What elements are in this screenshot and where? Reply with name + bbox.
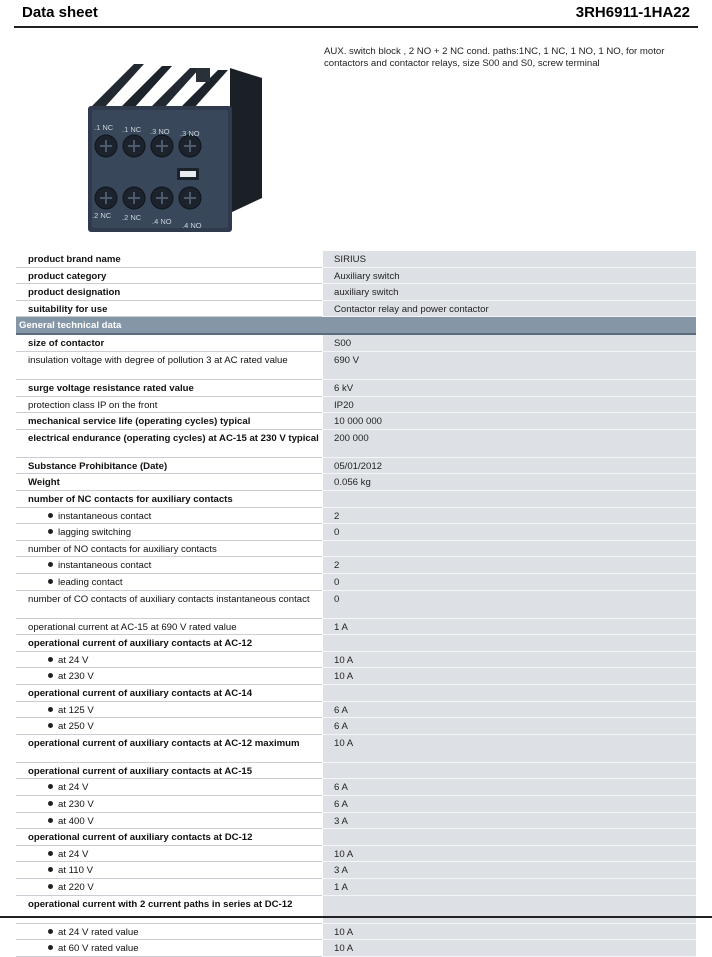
spec-row <box>16 796 696 813</box>
document-title: Data sheet <box>22 4 98 21</box>
spec-row <box>16 813 696 830</box>
spec-value-cell <box>323 474 696 491</box>
spec-row <box>16 284 696 301</box>
spec-label <box>28 494 320 505</box>
spec-value-cell <box>323 668 696 685</box>
spec-label-text: operational current of auxiliary contacts at AC-15 <box>28 765 253 777</box>
spec-value-cell <box>323 352 696 380</box>
spec-label <box>28 400 320 411</box>
spec-label-text: suitability for use <box>28 303 108 315</box>
header-divider <box>14 26 698 28</box>
spec-value: 3 A <box>334 865 348 877</box>
terminal-label-bottom-4: .4 NO <box>182 221 202 230</box>
spec-value-cell <box>323 702 696 719</box>
spec-label <box>48 865 340 876</box>
spec-label-text: at 110 V <box>58 865 94 877</box>
spec-label-text: instantaneous contact <box>58 560 152 572</box>
spec-value-cell <box>323 301 696 318</box>
spec-row <box>16 413 696 430</box>
spec-label-cell <box>16 735 322 763</box>
spec-value: Contactor relay and power contactor <box>334 303 489 315</box>
spec-label <box>28 688 320 699</box>
product-code: 3RH6911-1HA22 <box>575 4 690 21</box>
page-header <box>0 0 712 28</box>
spec-label-cell <box>16 491 322 508</box>
spec-row <box>16 702 696 719</box>
spec-value-cell <box>323 458 696 475</box>
spec-label-cell <box>16 284 322 301</box>
spec-value-cell <box>323 896 696 924</box>
spec-value: 0 <box>334 593 340 605</box>
spec-label-text: at 230 V <box>58 671 94 683</box>
spec-value-cell <box>323 779 696 796</box>
spec-label-cell <box>16 924 322 941</box>
spec-label <box>28 254 320 265</box>
spec-value: 10 000 000 <box>334 416 383 428</box>
spec-label-cell <box>16 813 322 830</box>
spec-value-cell <box>323 284 696 301</box>
spec-value-cell <box>323 862 696 879</box>
spec-label-text: at 250 V <box>58 721 94 733</box>
spec-value-cell <box>323 524 696 541</box>
spec-label-cell <box>16 380 322 397</box>
bullet-icon <box>48 579 53 584</box>
spec-row <box>16 635 696 652</box>
spec-value-cell <box>323 380 696 397</box>
spec-row <box>16 862 696 879</box>
spec-value-cell <box>323 685 696 702</box>
spec-label <box>28 304 320 315</box>
spec-value: 1 A <box>334 882 348 893</box>
spec-label-cell <box>16 474 322 491</box>
spec-value: 10 A <box>334 848 354 860</box>
spec-label <box>28 383 320 394</box>
bullet-icon <box>48 562 53 567</box>
spec-label-cell <box>16 896 322 924</box>
spec-row <box>16 685 696 702</box>
spec-value: 2 <box>334 560 340 572</box>
spec-row <box>16 268 696 285</box>
spec-value: S00 <box>334 338 352 350</box>
spec-value: 10 A <box>334 737 354 749</box>
spec-row <box>16 940 696 957</box>
bullet-icon <box>48 851 53 856</box>
spec-label-text: at 24 V <box>58 654 89 666</box>
spec-value: 6 A <box>334 799 348 810</box>
spec-value-cell <box>323 574 696 591</box>
spec-value: 1 A <box>334 621 348 633</box>
spec-value: 690 V <box>334 355 360 366</box>
spec-label-text: operational current at AC-15 at 690 V rated value <box>28 621 237 633</box>
spec-label <box>48 655 340 666</box>
spec-row <box>16 846 696 863</box>
spec-label-cell <box>16 335 322 352</box>
spec-row <box>16 879 696 896</box>
terminal-label-bottom-3: .4 NO <box>152 217 172 226</box>
spec-row <box>16 508 696 525</box>
spec-label-cell <box>16 541 322 558</box>
section-title: General technical data <box>19 320 122 332</box>
spec-value-cell <box>323 508 696 525</box>
spec-row <box>16 557 696 574</box>
spec-label <box>28 638 320 649</box>
spec-label-text: at 400 V <box>58 815 94 827</box>
spec-label-text: Weight <box>28 477 60 489</box>
bullet-icon <box>48 818 53 823</box>
spec-row <box>16 301 696 318</box>
spec-label-text: at 230 V <box>58 799 94 810</box>
terminal-label-bottom-2: .2 NC <box>122 213 142 222</box>
bullet-icon <box>48 673 53 678</box>
spec-label <box>48 577 340 588</box>
bullet-icon <box>48 945 53 950</box>
spec-label-text: protection class IP on the front <box>28 399 158 411</box>
spec-label-cell <box>16 796 322 813</box>
spec-value-cell <box>323 619 696 636</box>
spec-label <box>48 849 340 860</box>
spec-label-text: at 24 V <box>58 848 89 860</box>
spec-label-cell <box>16 430 322 458</box>
spec-label <box>28 461 320 472</box>
spec-label <box>28 594 320 605</box>
spec-label-text: at 24 V rated value <box>58 926 139 938</box>
spec-label-text: product brand name <box>28 254 121 265</box>
spec-label-text: size of contactor <box>28 338 105 350</box>
terminal-label-top-1: .1 NC <box>94 123 114 132</box>
bullet-icon <box>48 929 53 934</box>
product-description: AUX. switch block , 2 NO + 2 NC cond. paths:1NC, 1 NC, 1 NO, 1 NO, for motor contactors and contactor relays, size S00 and S0, screw terminal <box>324 46 665 69</box>
spec-value: 2 <box>334 510 340 522</box>
spec-value-cell <box>323 591 696 619</box>
spec-value: 6 A <box>334 721 348 733</box>
spec-label-cell <box>16 846 322 863</box>
spec-value-cell <box>323 879 696 896</box>
spec-label-text: mechanical service life (operating cycles) typical <box>28 416 251 428</box>
spec-label <box>48 943 340 954</box>
spec-label-text: at 60 V rated value <box>58 943 139 955</box>
spec-value-cell <box>323 846 696 863</box>
product-image <box>82 48 268 236</box>
spec-value: 6 A <box>334 704 348 716</box>
spec-label <box>48 560 340 571</box>
spec-value: SIRIUS <box>334 254 366 265</box>
spec-label-text: number of NO contacts for auxiliary contacts <box>28 543 217 555</box>
bullet-icon <box>48 657 53 662</box>
spec-label <box>48 721 340 732</box>
spec-value-cell <box>323 796 696 813</box>
spec-value-cell <box>323 735 696 763</box>
spec-label-cell <box>16 557 322 574</box>
bullet-icon <box>48 529 53 534</box>
spec-row <box>16 829 696 846</box>
spec-label <box>28 899 320 910</box>
spec-value-cell <box>323 430 696 458</box>
spec-value-cell <box>323 268 696 285</box>
spec-row <box>16 430 696 458</box>
spec-label-text: operational current of auxiliary contacts at AC-12 maximum <box>28 737 300 749</box>
spec-value-cell <box>323 763 696 780</box>
spec-label <box>48 671 340 682</box>
spec-row <box>16 619 696 636</box>
spec-label-text: leading contact <box>58 577 123 588</box>
spec-label-cell <box>16 352 322 380</box>
spec-value-cell <box>323 541 696 558</box>
spec-label <box>28 287 320 298</box>
spec-label-text: electrical endurance (operating cycles) at AC-15 at 230 V typical <box>28 432 319 444</box>
spec-label-cell <box>16 458 322 475</box>
spec-value-cell <box>323 251 696 268</box>
spec-label-text: at 125 V <box>58 704 94 716</box>
spec-label <box>28 738 320 749</box>
spec-row <box>16 591 696 619</box>
terminal-label-top-2: .1 NC <box>122 125 142 134</box>
spec-value-cell <box>323 557 696 574</box>
spec-row <box>16 574 696 591</box>
spec-row <box>16 335 696 352</box>
footer-divider <box>0 916 712 918</box>
spec-value: 0.056 kg <box>334 477 371 489</box>
spec-label-cell <box>16 524 322 541</box>
spec-label-cell <box>16 879 322 896</box>
spec-value: 05/01/2012 <box>334 460 383 472</box>
spec-value: auxiliary switch <box>334 287 399 299</box>
spec-row <box>16 718 696 735</box>
spec-row <box>16 779 696 796</box>
spec-value: 10 A <box>334 654 354 666</box>
spec-label <box>48 511 340 522</box>
spec-label-cell <box>16 668 322 685</box>
spec-label <box>48 782 340 793</box>
spec-row <box>16 668 696 685</box>
spec-value-cell <box>323 397 696 414</box>
spec-label-cell <box>16 413 322 430</box>
spec-label-text: Substance Prohibitance (Date) <box>28 460 168 472</box>
spec-label-text: operational current of auxiliary contacts at AC-12 <box>28 638 253 650</box>
spec-label <box>28 544 320 555</box>
spec-label-cell <box>16 940 322 957</box>
bullet-icon <box>48 784 53 789</box>
bullet-icon <box>48 707 53 712</box>
spec-row <box>16 541 696 558</box>
spec-label-cell <box>16 301 322 318</box>
bullet-icon <box>48 867 53 872</box>
spec-row <box>16 458 696 475</box>
spec-label <box>28 271 320 282</box>
spec-value-cell <box>323 652 696 669</box>
terminal-label-bottom-1: .2 NC <box>92 211 112 220</box>
spec-label-cell <box>16 702 322 719</box>
spec-row <box>16 352 696 380</box>
spec-label-text: number of CO contacts of auxiliary contacts instantaneous contact <box>28 593 310 605</box>
spec-value: 10 A <box>334 926 354 938</box>
spec-label <box>28 355 320 366</box>
spec-row <box>16 896 696 924</box>
spec-value-cell <box>323 491 696 508</box>
spec-label <box>48 882 340 893</box>
spec-value-cell <box>323 635 696 652</box>
spec-value: 10 A <box>334 671 354 683</box>
spec-row <box>16 735 696 763</box>
spec-label <box>48 816 340 827</box>
spec-label-cell <box>16 508 322 525</box>
spec-label-cell <box>16 779 322 796</box>
bullet-icon <box>48 513 53 518</box>
spec-label-text: product category <box>28 270 107 282</box>
spec-value: 0 <box>334 577 340 588</box>
spec-label <box>48 799 340 810</box>
bullet-icon <box>48 801 53 806</box>
spec-label <box>28 622 320 633</box>
spec-label-cell <box>16 829 322 846</box>
spec-value: 3 A <box>334 815 348 827</box>
spec-label-text: surge voltage resistance rated value <box>28 383 194 394</box>
spec-value: Auxiliary switch <box>334 270 400 282</box>
spec-value-cell <box>323 924 696 941</box>
spec-value: 0 <box>334 527 340 539</box>
spec-label-text: number of NC contacts for auxiliary contacts <box>28 494 233 505</box>
spec-value-cell <box>323 335 696 352</box>
spec-label-cell <box>16 251 322 268</box>
spec-label-text: instantaneous contact <box>58 510 152 522</box>
spec-row <box>16 491 696 508</box>
spec-label <box>28 416 320 427</box>
spec-row <box>16 474 696 491</box>
spec-label <box>28 338 320 349</box>
spec-label <box>28 766 320 777</box>
spec-label-text: operational current of auxiliary contacts at AC-14 <box>28 688 253 699</box>
spec-value-cell <box>323 413 696 430</box>
spec-label-cell <box>16 635 322 652</box>
spec-value-cell <box>323 829 696 846</box>
terminal-label-top-3: .3 NO <box>150 127 170 136</box>
spec-label-cell <box>16 763 322 780</box>
spec-row <box>16 251 696 268</box>
spec-row <box>16 397 696 414</box>
spec-label <box>48 705 340 716</box>
spec-value-cell <box>323 813 696 830</box>
spec-row <box>16 924 696 941</box>
spec-value-cell <box>323 940 696 957</box>
spec-value: IP20 <box>334 399 354 411</box>
spec-label-text: product designation <box>28 287 121 299</box>
spec-value: 10 A <box>334 943 354 955</box>
spec-label-cell <box>16 619 322 636</box>
spec-label-text: insulation voltage with degree of pollution 3 at AC rated value <box>28 355 288 366</box>
spec-label-text: operational current with 2 current paths in series at DC-12 <box>28 898 293 910</box>
spec-label <box>28 477 320 488</box>
spec-label-cell <box>16 718 322 735</box>
spec-label-text: operational current of auxiliary contacts at DC-12 <box>28 832 253 844</box>
spec-label-cell <box>16 862 322 879</box>
spec-label-cell <box>16 652 322 669</box>
spec-label-cell <box>16 397 322 414</box>
spec-label-text: at 24 V <box>58 782 89 794</box>
bullet-icon <box>48 884 53 889</box>
spec-label <box>48 927 340 938</box>
spec-label-text: lagging switching <box>58 527 132 539</box>
section-header <box>16 317 696 333</box>
spec-row <box>16 524 696 541</box>
terminal-label-top-4: .3 NO <box>180 129 200 138</box>
spec-row <box>16 380 696 397</box>
bullet-icon <box>48 723 53 728</box>
spec-label-cell <box>16 685 322 702</box>
spec-value: 200 000 <box>334 432 369 444</box>
spec-label <box>28 832 320 843</box>
spec-value-cell <box>323 718 696 735</box>
spec-label-cell <box>16 268 322 285</box>
spec-value: 6 kV <box>334 383 354 394</box>
spec-value: 6 A <box>334 782 348 794</box>
spec-label-cell <box>16 591 322 619</box>
spec-label <box>48 527 340 538</box>
spec-label-cell <box>16 574 322 591</box>
spec-label-text: at 220 V <box>58 882 94 893</box>
spec-row <box>16 763 696 780</box>
spec-label <box>28 433 320 444</box>
spec-row <box>16 652 696 669</box>
